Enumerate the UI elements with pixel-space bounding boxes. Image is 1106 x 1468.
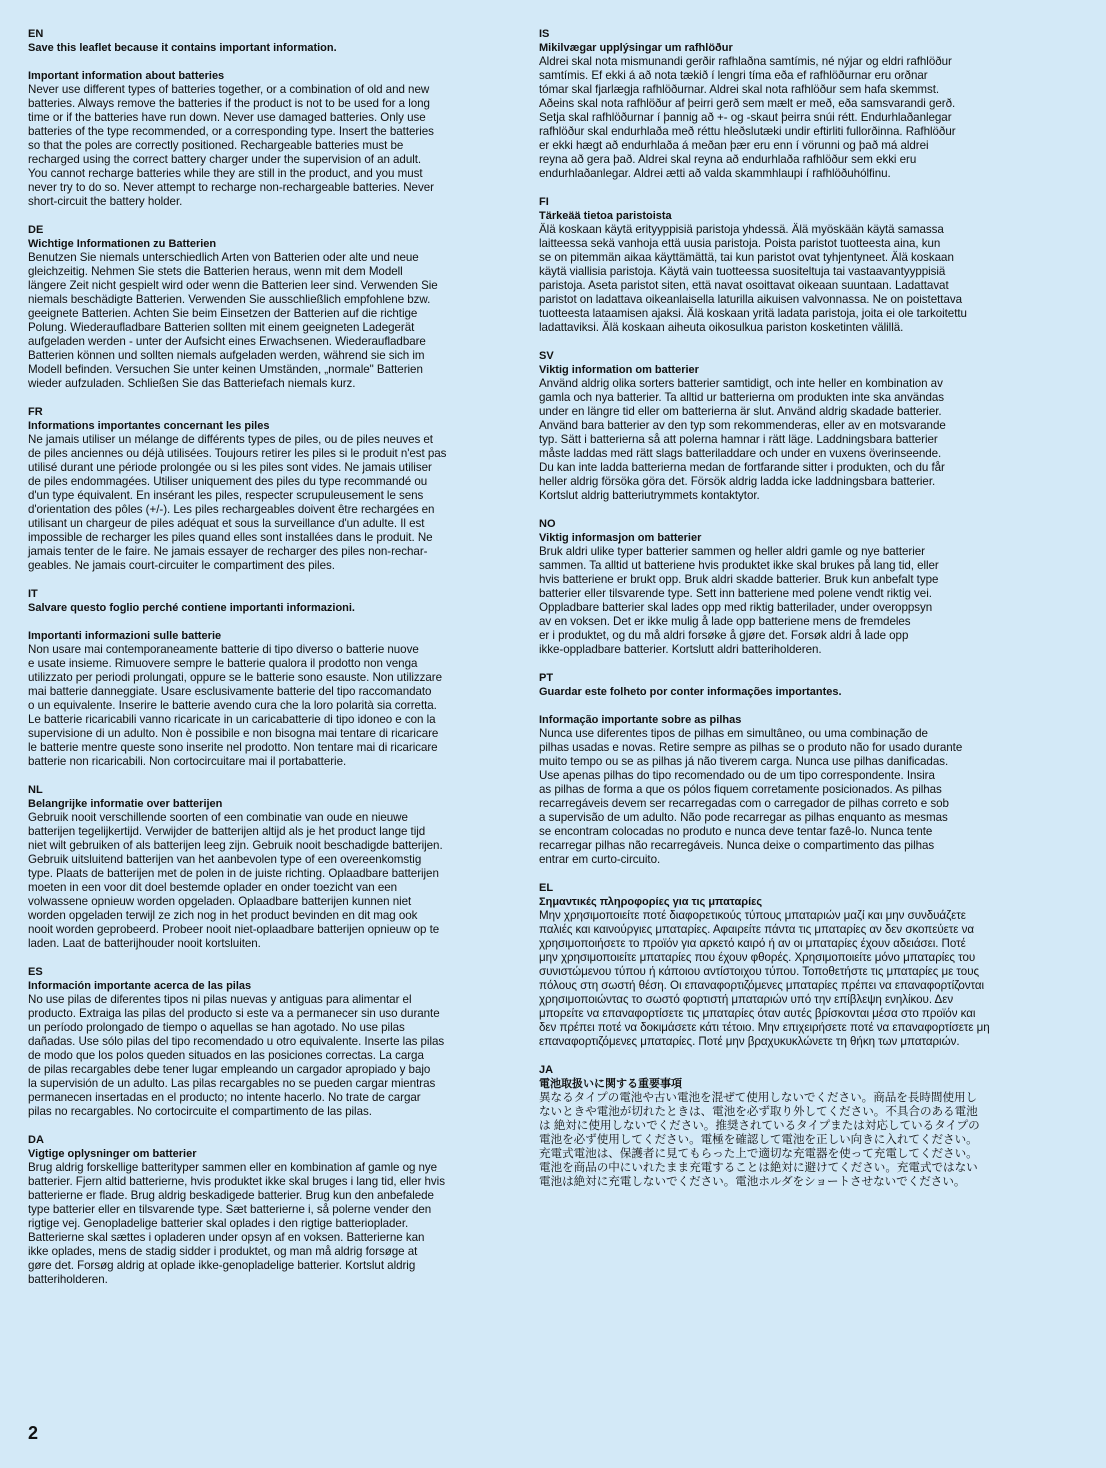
language-section-no bbox=[539, 517, 999, 657]
section-body: Aldrei skal nota mismunandi gerðir rafhlaðna samtímis, né nýjar og eldri rafhlöður samtímis. Ef ekki á að nota tækið í lengri tíma eða ef rafhlöðurnar eru orðnar tómar skal fjarlægja rafhlöðurnar. Aldrei skal nota rafhlöður sem hafa skemmst. Aðeins skal nota rafhlöður af þeirri gerð sem mælt er með, eða samsvarandi gerð. Setja skal rafhlöðurnar í þannig að +- og -skaut þeirra snúi rétt. Endurhlaðanlegar rafhlöður skal endurhlaða með réttu hleðslutæki undir eftirliti fullorðinna. Rafhlöður er ekki hægt að endurhlaða á meðan þær eru enn í vörunni og það má aldrei reyna að gera það. Aldrei skal reyna að endurhlaða rafhlöður sem ekki eru endurhlaðanlegar. Aldrei ætti að valda skammhlaupi í rafhlöðuhólfinu. bbox=[539, 55, 956, 180]
language-section-el bbox=[539, 881, 999, 1049]
language-code: EL bbox=[539, 882, 554, 894]
language-section-fr bbox=[28, 405, 488, 573]
section-heading: Informations importantes concernant les piles bbox=[28, 420, 270, 432]
section-heading: Mikilvægar upplýsingar um rafhlöður bbox=[539, 42, 733, 54]
section-heading: Belangrijke informatie over batterijen bbox=[28, 798, 223, 810]
section-body: Never use different types of batteries together, or a combination of old and new batteries. Always remove the batteries if the product is not to be used for a long time or if the batteries have run down. Never use damaged batteries. Only use batteries of the type recommended, or a corresponding type. Insert the batteries so that the poles are correctly positioned. Rechargeable batteries must be recharged using the correct battery charger under the supervision of an adult. You cannot recharge batteries while they are still in the product, and you must never try to do so. Never attempt to recharge non-rechargeable batteries. Never short-circuit the battery holder. bbox=[28, 83, 434, 208]
language-section-de bbox=[28, 223, 488, 391]
language-code: FI bbox=[539, 196, 549, 208]
language-code: PT bbox=[539, 672, 554, 684]
section-body: 異なるタイプの電池や古い電池を混ぜて使用しないでください。商品を長時間使用し ないときや電池が切れたときは、電池を必ず取り外してください。不具合のある電池 は 絶対に使用しないでください。推奨されているタイプまたは対応しているタイプの 電池を必ず使用してください。電極を確認して電池を正しい向きに入れてください。 充電式電池は、保護者に見てもらった上で適切な充電器を使って充電してください。 電池を商品の中にいれたまま充電することは絶対に避けてください。充電式ではない 電池は絶対に充電しないでください。電池ホルダをショートさせないでください。 bbox=[539, 1091, 980, 1188]
language-section-is bbox=[539, 27, 999, 181]
language-section-da bbox=[28, 1133, 488, 1287]
section-heading: Importanti informazioni sulle batterie bbox=[28, 630, 222, 642]
page-number: 2 bbox=[28, 1423, 39, 1443]
language-section-fi bbox=[539, 195, 999, 335]
language-section-ja bbox=[539, 1063, 999, 1189]
language-code: DA bbox=[28, 1134, 44, 1146]
section-heading: Tärkeää tietoa paristoista bbox=[539, 210, 672, 222]
section-body: Älä koskaan käytä erityyppisiä paristoja yhdessä. Älä myöskään käytä samassa laitteessa sekä vanhoja että uusia paristoja. Poista paristot tuotteesta aina, kun se on pitemmän aikaa käyttämättä, tai kun paristot ovat tyhjentyneet. Älä koskaan käytä viallisia paristoja. Käytä vain tuotteessa suositeltuja tai vastaavantyyppisiä paristoja. Aseta paristot siten, että navat osoittavat oikeaan suuntaan. Ladattavat paristot on ladattava oikeanlaisella laturilla aikuisen valvonnassa. Ne on poistettava tuotteesta lataamisen ajaksi. Älä koskaan yritä ladata paristoja, joita ei ole tarkoitettu ladattaviksi. Älä koskaan aiheuta oikosulkua pariston kosketinten välillä. bbox=[539, 223, 967, 334]
leaflet-notice: Save this leaflet because it contains important information. bbox=[28, 42, 337, 54]
section-heading: Información importante acerca de las pilas bbox=[28, 980, 252, 992]
language-code: IS bbox=[539, 28, 550, 40]
language-section-es bbox=[28, 965, 488, 1119]
leaflet-notice: Guardar este folheto por conter informações importantes. bbox=[539, 686, 842, 698]
section-heading: Viktig informasjon om batterier bbox=[539, 532, 702, 544]
section-body: No use pilas de diferentes tipos ni pilas nuevas y antiguas para alimentar el producto. Extraiga las pilas del producto si este va a permanecer sin uso durante un período prolongado de tiempo o aquellas se han agotado. No use pilas dañadas. Use sólo pilas del tipo recomendado u otro equivalente. Inserte las pilas de modo que los polos queden situados en las posiciones correctas. La carga de pilas recargables debe tener lugar empleando un cargador apropiado y bajo la supervisión de un adulto. Las pilas recargables no se pueden cargar mientras permanecen insertadas en el producto; no intente hacerlo. No trate de cargar pilas no recargables. No cortocircuite el compartimento de las pilas. bbox=[28, 993, 445, 1118]
leaflet-notice: Salvare questo foglio perché contiene importanti informazioni. bbox=[28, 602, 355, 614]
section-heading: Viktig information om batterier bbox=[539, 364, 699, 376]
section-heading: Important information about batteries bbox=[28, 70, 225, 82]
language-code: FR bbox=[28, 406, 43, 418]
section-body: Μην χρησιμοποιείτε ποτέ διαφορετικούς τύπους μπαταριών μαζί και μην συνδυάζετε παλιές και καινούργιες μπαταρίες. Αφαιρείτε πάντα τις μπαταρίες αν δεν σκοπεύετε να χρησιμοποιήσετε το προϊόν για αρκετό καιρό ή αν οι μπαταρίες έχουν αδειάσει. Ποτέ μην χρησιμοποιείτε μπαταρίες που έχουν φθορές. Χρησιμοποιείτε μόνο μπαταρίες του συνιστώμενου τύπου ή κάποιου αντίστοιχου τύπου. Τοποθετήστε τις μπαταρίες με τους πόλους στη σωστή θέση. Οι επαναφορτιζόμενες μπαταρίες πρέπει να επαναφορτίζονται χρησιμοποιώντας το σωστό φορτιστή μπαταριών υπό την επίβλεψη ενηλίκου. Δεν μπορείτε να επαναφορτίσετε τις μπαταρίες όταν αυτές βρίσκονται μέσα στο προϊόν και δεν πρέπει ποτέ να δοκιμάσετε κάτι τέτοιο. Μην επιχειρήσετε ποτέ να επαναφορτίσετε μη επαναφορτιζόμενες μπαταρίες. Ποτέ μην βραχυκυκλώνετε τη θήκη των μπαταριών. bbox=[539, 909, 990, 1048]
section-heading: Wichtige Informationen zu Batterien bbox=[28, 238, 217, 250]
language-section-pt bbox=[539, 671, 999, 867]
language-code: IT bbox=[28, 588, 38, 600]
language-code: NO bbox=[539, 518, 556, 530]
language-code: JA bbox=[539, 1064, 554, 1076]
section-body: Använd aldrig olika sorters batterier samtidigt, och inte heller en kombination av gamla och nya batterier. Ta alltid ur batterierna om produkten inte ska användas under en längre tid eller om batterierna är slut. Använd aldrig skadade batterier. Använd bara batterier av den typ som rekommenderas, eller av en motsvarande typ. Sätt i batterierna så att polerna hamnar i rätt läge. Laddningsbara batterier måste laddas med rätt slags batteriladdare och under en vuxens överinseende. Du kan inte ladda batterierna medan de fortfarande sitter i produkten, och du får heller aldrig försöka göra det. Försök aldrig ladda icke laddningsbara batterier. Kortslut aldrig batteriutrymmets kontaktytor. bbox=[539, 377, 946, 502]
section-heading: Σημαντικές πληροφορίες για τις μπαταρίες bbox=[539, 896, 763, 908]
language-section-en bbox=[28, 27, 488, 209]
section-body: Brug aldrig forskellige batterityper sammen eller en kombination af gamle og nye batterier. Fjern altid batterierne, hvis produktet ikke skal bruges i lang tid, eller hvis batterierne er flade. Brug aldrig beskadigede batterier. Brug kun den anbefalede type batterier eller en tilsvarende type. Sæt batterierne i, så polerne vender den rigtige vej. Genopladelige batterier skal oplades i den rigtige batterioplader. Batterierne skal sættes i opladeren under opsyn af en voksen. Batterierne kan ikke oplades, mens de stadig sidder i produktet, og man må aldrig forsøge at gøre det. Forsøg aldrig at oplade ikke-genopladelige batterier. Kortslut aldrig batteriholderen. bbox=[28, 1161, 445, 1286]
section-body: Nunca use diferentes tipos de pilhas em simultâneo, ou uma combinação de pilhas usadas e novas. Retire sempre as pilhas se o produto não for usado durante muito tempo ou se as pilhas já não tiverem carga. Nunca use pilhas danificadas. Use apenas pilhas do tipo recomendado ou de um tipo correspondente. Insira as pilhas de forma a que os pólos fiquem corretamente posicionados. As pilhas recarregáveis devem ser recarregadas com o carregador de pilhas correto e sob a supervisão de um adulto. Não pode recarregar as pilhas enquanto as mesmas se encontram colocadas no produto e nunca deve tentar fazê-lo. Nunca tente recarregar pilhas não recarregáveis. Nunca deixe o compartimento das pilhas entrar em curto-circuito. bbox=[539, 727, 963, 866]
language-code: EN bbox=[28, 28, 44, 40]
language-section-sv bbox=[539, 349, 999, 503]
section-heading: 電池取扱いに関する重要事項 bbox=[539, 1078, 682, 1090]
language-code: NL bbox=[28, 784, 43, 796]
section-heading: Vigtige oplysninger om batterier bbox=[28, 1148, 197, 1160]
language-code: DE bbox=[28, 224, 44, 236]
section-body: Bruk aldri ulike typer batterier sammen og heller aldri gamle og nye batterier sammen. Ta alltid ut batteriene hvis produktet ikke skal brukes på lang tid, eller hvis batteriene er brukt opp. Bruk aldri skadde batterier. Bruk kun anbefalt type batterier eller tilsvarende type. Sett inn batteriene med polene vendt riktig vei. Oppladbare batterier skal lades opp med riktig batterilader, under overoppsyn av en voksen. Det er ikke mulig å lade opp batteriene mens de fremdeles er i produktet, og du må aldri forsøke å gjøre det. Forsøk aldri å lade opp ikke-oppladbare batterier. Kortslutt aldri batteriholderen. bbox=[539, 545, 939, 656]
section-body: Gebruik nooit verschillende soorten of een combinatie van oude en nieuwe batterijen tegelijkertijd. Verwijder de batterijen altijd als je het product lange tijd niet wilt gebruiken of als batterijen leeg zijn. Gebruik nooit beschadigde batterijen. Gebruik uitsluitend batterijen van het aanbevolen type of een overeenkomstig type. Plaats de batterijen met de polen in de juiste richting. Oplaadbare batterijen moeten in een voor dit doel bestemde oplader en onder toezicht van een volwassene opnieuw worden opgeladen. Oplaadbare batterijen kunnen niet worden opgeladen terwijl ze zich nog in het product bevinden en dit mag ook nooit worden geprobeerd. Probeer nooit niet-oplaadbare batterijen opnieuw op te laden. Laat de batterijhouder nooit kortsluiten. bbox=[28, 811, 443, 950]
section-heading: Informação importante sobre as pilhas bbox=[539, 714, 742, 726]
language-code: ES bbox=[28, 966, 43, 978]
language-code: SV bbox=[539, 350, 554, 362]
section-body: Benutzen Sie niemals unterschiedlich Arten von Batterien oder alte und neue gleichzeitig. Nehmen Sie stets die Batterien heraus, wenn mit dem Modell längere Zeit nicht gespielt wird oder wenn die Batterien leer sind. Verwenden Sie niemals beschädigte Batterien. Verwenden Sie ausschließlich empfohlene bzw. geeignete Batterien. Achten Sie beim Einsetzen der Batterien auf die richtige Polung. Wiederaufladbare Batterien sollten mit einem geeigneten Ladegerät aufgeladen werden - unter der Aufsicht eines Erwachsenen. Wiederaufladbare Batterien können und sollten niemals aufgeladen werden, während sie sich im Modell befinden. Versuchen Sie unter keinen Umständen, „normale" Batterien wieder aufzuladen. Schließen Sie das Batteriefach niemals kurz. bbox=[28, 251, 438, 390]
language-section-nl bbox=[28, 783, 488, 951]
language-section-it bbox=[28, 587, 488, 769]
section-body: Ne jamais utiliser un mélange de différents types de piles, ou de piles neuves et de piles anciennes ou déjà utilisées. Toujours retirer les piles si le produit n'est pas utilisé durant une période prolongée ou si les piles sont vides. Ne jamais utiliser de piles endommagées. Utiliser uniquement des piles du type recommandé ou d'un type équivalent. En insérant les piles, respecter scrupuleusement le sens d'orientation des pôles (+/-). Les piles rechargeables doivent être rechargées en utilisant un chargeur de piles adéquat et sous la surveillance d'un adulte. Il est impossible de recharger les piles quand elles sont installées dans le produit. Ne jamais tenter de le faire. Ne jamais essayer de recharger des piles non-rechar- geables. Ne jamais court-circuiter le compartiment des piles. bbox=[28, 433, 447, 572]
right-column bbox=[539, 27, 999, 1203]
left-column bbox=[28, 27, 488, 1301]
section-body: Non usare mai contemporaneamente batterie di tipo diverso o batterie nuove e usate insieme. Rimuovere sempre le batterie qualora il prodotto non venga utilizzato per periodi prolungati, oppure se le batterie sono esauste. Non utilizzare mai batterie danneggiate. Usare esclusivamente batterie del tipo raccomandato o un equivalente. Inserire le batterie avendo cura che la loro polarità sia corretta. Le batterie ricaricabili vanno ricaricate in un caricabatterie di tipo idoneo e con la supervisione di un adulto. Non è possibile e non bisogna mai tentare di ricaricare le batterie mentre queste sono inserite nel prodotto. Non tentare mai di ricaricare batterie non ricaricabili. Non cortocircuitare mai il portabatterie. bbox=[28, 643, 443, 768]
